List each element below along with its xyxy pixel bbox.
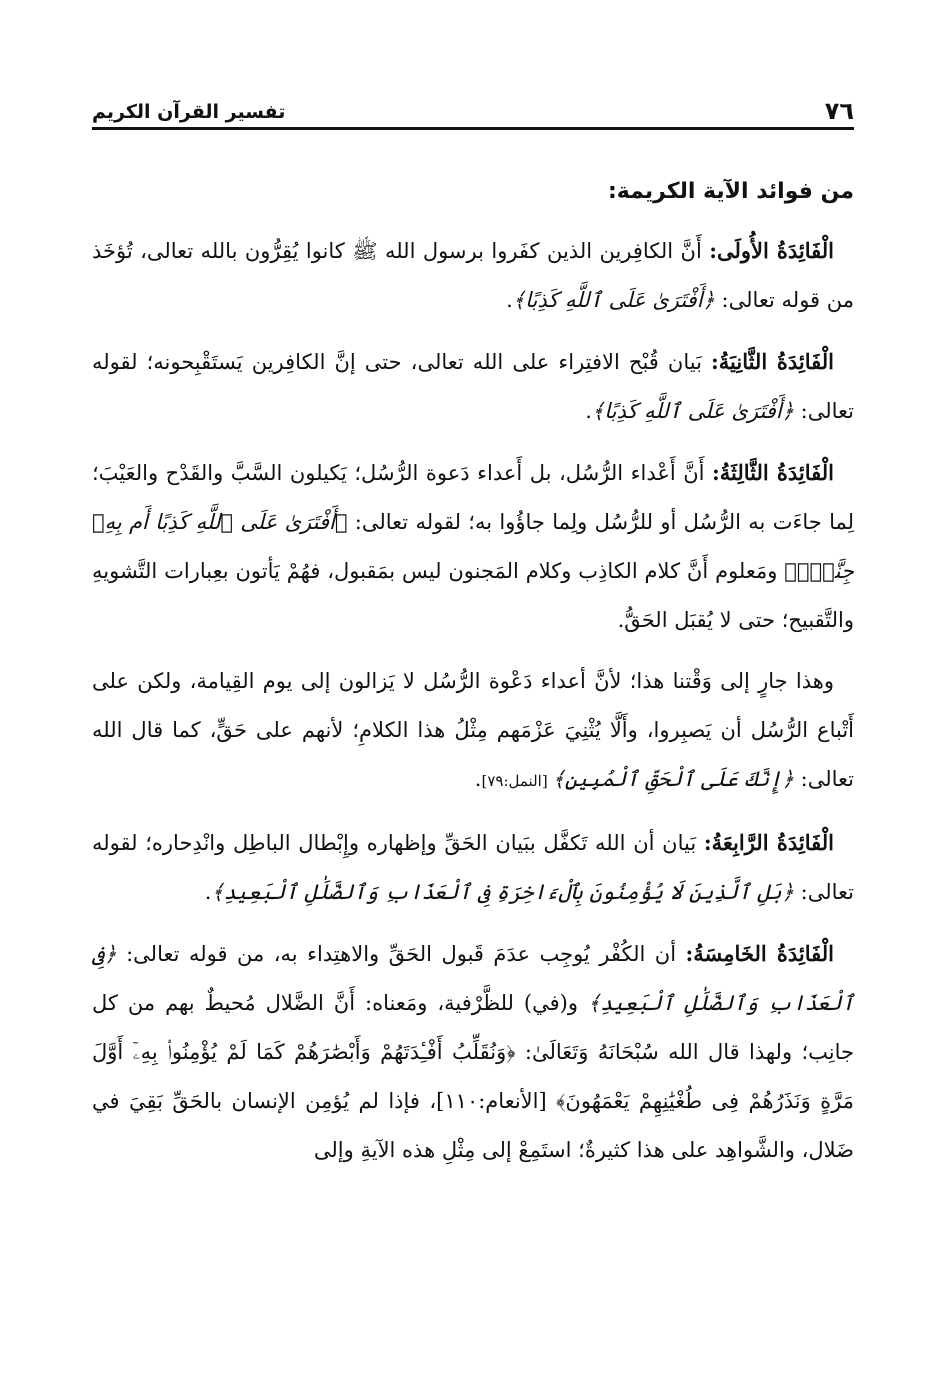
benefit-paragraph-1 [92,226,854,325]
verse-reference: [النمل:٧٩] [481,772,553,790]
benefit-tail: . [204,880,212,904]
quran-verse: ﴿أَفْتَرَىٰ عَلَى ٱللَّهِ كَذِبًا أَم بِهِۦ جِنَّةٌۢ﴾ [92,510,854,583]
benefit-text: بَيان أن الله تَكفَّل ببَيان الحَقِّ وإظهاره وإِبْطال الباطِل وانْدِحاره؛ لقوله تعالى: [92,831,854,904]
quran-verse: ﴿إِنَّكَ عَلَى ٱلْحَقِّ ٱلْمُبِينِ﴾ [552,767,794,791]
benefit-paragraph-2 [92,337,854,436]
benefit-tail: . [506,288,513,312]
benefit-tail: . [585,399,592,423]
benefit-tail: ومَعلوم أَنَّ كلام الكاذِب وكلام المَجنون ليس بمَقبول، فهُمْ يَأتون بعِبارات التَّشويهِ والتَّقبيح؛ حتى لا يُقبَل الحَقُّ. [92,559,854,632]
quran-verse: ﴿فِى ٱلْعَذَابِ وَٱلضَّلَٰلِ ٱلْبَعِيدِ﴾ [92,942,854,1015]
paragraph-text: وهذا جارٍ إلى وَقْتنا هذا؛ لأنَّ أعداء دَعْوة الرُّسُل لا يَزالون إلى يوم القِيامة، ولكن على أَتْباع الرُّسُل أن يَصبِروا، وأَلَّا يُثْنِيَ عَزْمَهم مِثْلُ هذا الكلامِ؛ لأنهم على حَقٍّ، كما قال الله تعالى: [92,669,854,791]
benefit-text: أَنَّ الكافِرين الذين كفَروا برسول الله ﷺ كانوا يُقِرُّون بالله تعالى، تُؤخَذ من قوله تعالى: [92,239,854,312]
page-number: ٧٦ [824,97,854,125]
benefit-text: أن الكُفْر يُوجِب عدَمَ قَبول الحَقِّ والاهتِداء به، من قوله تعالى: [116,942,686,966]
running-title: تفسير القرآن الكريم [92,101,286,123]
benefit-paragraph-4 [92,818,854,917]
benefit-tail: و(في) للظَّرْفية، ومَعناه: أَنَّ الضَّلال مُحيطٌ بهم من كل جانِب؛ ولهذا قال الله سُبْحَانَهُ وَتَعَالَىٰ: ﴿وَنُقَلِّبُ أَفْـِٔدَتَهُمْ وَأَبْصَٰرَهُمْ كَمَا لَمْ يُؤْمِنُوا۟ بِهِۦٓ أَوَّلَ مَرَّةٍ وَنَذَرُهُمْ فِى طُغْيَٰنِهِمْ يَعْمَهُونَ﴾ [الأنعام:١١٠]، فإذا لم يُؤمِن الإنسان بالحَقِّ بَقِيَ في ضَلال، والشَّواهِد على هذا كثيرةٌ؛ استَمِعْ إلى مِثْلِ هذه الآيةِ وإلى [92,991,854,1162]
benefit-text: بَيان قُبْح الافتِراء على الله تعالى، حتى إنَّ الكافِرين يَستَقْبِحونه؛ لقوله تعالى: [92,350,854,423]
quran-verse: ﴿أَفْتَرَىٰ عَلَى ٱللَّهِ كَذِبًا﴾ [512,288,715,312]
benefit-lead: الْفَائِدَةُ الأُولَى: [709,238,834,263]
benefit-lead: الْفَائِدَةُ الثَّالِثَةُ: [712,460,834,485]
benefit-paragraph-3 [92,448,854,645]
paragraph-tail: . [474,767,482,791]
benefit-lead: الْفَائِدَةُ الخَامِسَةُ: [685,941,834,966]
section-heading: من فوائد الآية الكريمة: [607,179,854,204]
quran-verse: ﴿بَلِ ٱلَّذِينَ لَا يُؤْمِنُونَ بِٱلْءَاخِرَةِ فِى ٱلْعَذَابِ وَٱلضَّلَٰلِ ٱلْبَعِيدِ﴾ [211,880,794,904]
benefit-lead: الْفَائِدَةُ الثَّانِيَةُ: [711,349,834,374]
benefit-lead: الْفَائِدَةُ الرَّابِعَةُ: [703,830,835,855]
page-header [92,96,854,130]
page-content [92,176,854,1187]
benefit-paragraph-5 [92,929,854,1175]
quran-verse: ﴿أَفْتَرَىٰ عَلَى ٱللَّهِ كَذِبًا﴾ [591,399,794,423]
benefit-text: أَنَّ أَعْداء الرُّسُل، بل أَعداء دَعوة الرُّسُل؛ يَكيلون السَّبَّ والقَدْح والعَيْبَ؛ لِما جاءَت به الرُّسُل أو للرُّسُل ولِما جاؤُوا به؛ لقوله تعالى: [92,461,855,534]
continuation-paragraph [92,657,854,806]
